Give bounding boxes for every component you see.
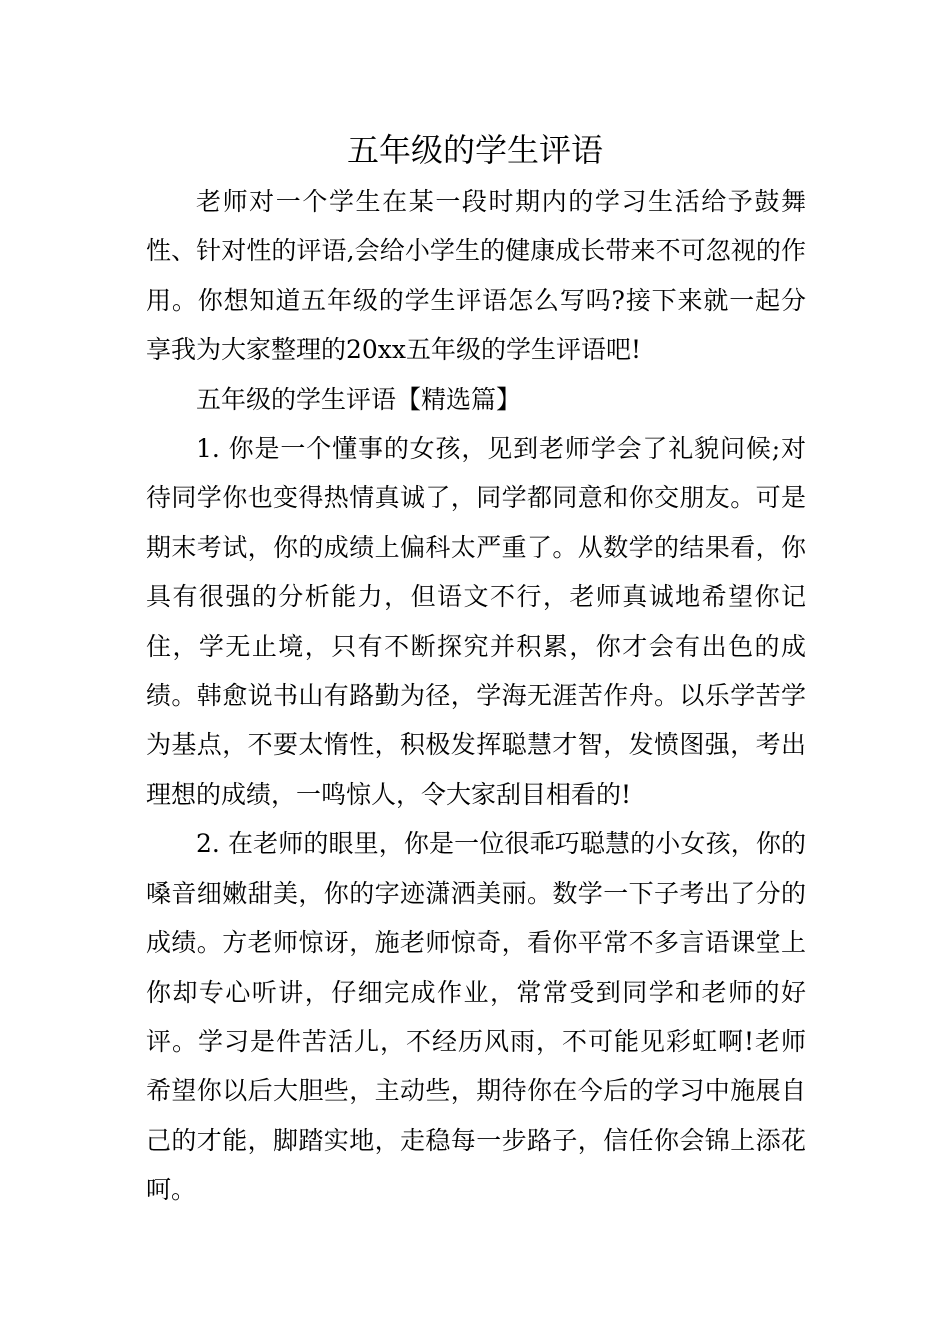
intro-paragraph: 老师对一个学生在某一段时期内的学习生活给予鼓舞性、针对性的评语,会给小学生的健康成长带来不可忽视的作用。你想知道五年级的学生评语怎么写吗?接下来就一起分享我为大家整理的20xx五年级的学生评语吧! (146, 187, 806, 365)
section-heading: 五年级的学生评语【精选篇】 (196, 384, 522, 414)
document-body (146, 177, 806, 1215)
comment-paragraph-2: 2. 在老师的眼里，你是一位很乖巧聪慧的小女孩，你的嗓音细嫩甜美，你的字迹潇洒美丽。数学一下子考出了分的成绩。方老师惊讶，施老师惊奇，看你平常不多言语课堂上你却专心听讲，仔细完成作业，常常受到同学和老师的好评。学习是件苦活儿，不经历风雨，不可能见彩虹啊!老师希望你以后大胆些，主动些，期待你在今后的学习中施展自己的才能，脚踏实地，走稳每一步路子，信任你会锦上添花呵。 (146, 829, 806, 1205)
comment-paragraph-1: 1. 你是一个懂事的女孩，见到老师学会了礼貌问候;对待同学你也变得热情真诚了，同学都同意和你交朋友。可是期末考试，你的成绩上偏科太严重了。从数学的结果看，你具有很强的分析能力，但语文不行，老师真诚地希望你记住，学无止境，只有不断探究并积累，你才会有出色的成绩。韩愈说书山有路勤为径，学海无涯苦作舟。以乐学苦学为基点，不要太惰性，积极发挥聪慧才智，发愤图强，考出理想的成绩，一鸣惊人，令大家刮目相看的! (146, 434, 806, 809)
document-title: 五年级的学生评语 (346, 131, 603, 169)
